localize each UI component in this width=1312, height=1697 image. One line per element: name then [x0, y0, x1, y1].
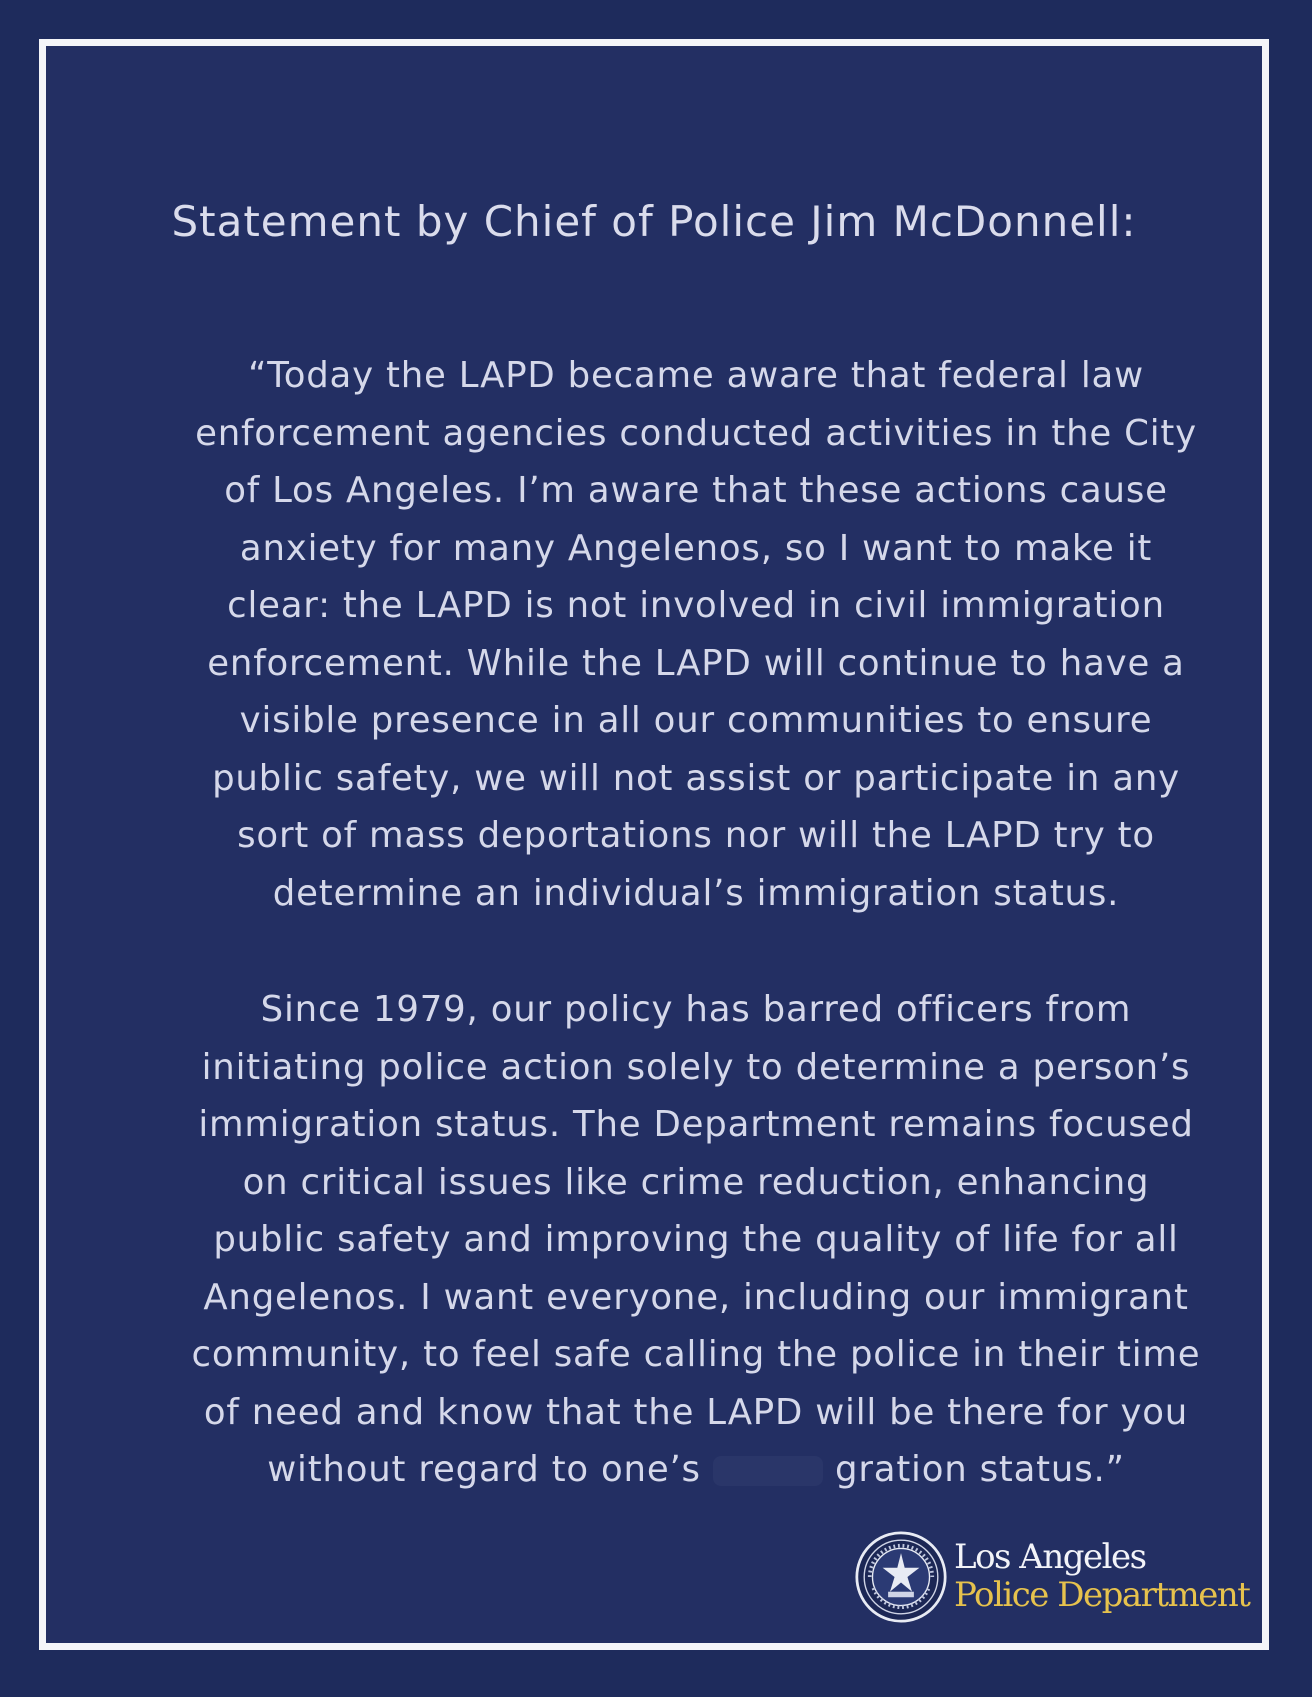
paragraph-line: initiating police action solely to determine a person’s: [201, 1046, 1191, 1088]
paragraph-last-line: [156, 1441, 1236, 1499]
paragraph-line: visible presence in all our communities to ensure: [239, 700, 1153, 741]
lapd-seal-icon: [855, 1531, 947, 1623]
paragraph-line: Since 1979, our policy has barred officers from: [260, 989, 1132, 1030]
statement-paragraph-2: [156, 981, 1236, 1499]
paragraph-line: sort of mass deportations nor will the LAPD try to: [237, 815, 1155, 856]
logo-line-police-department: Police Department: [954, 1575, 1250, 1615]
paragraph-line: “Today the LAPD became aware that federal law: [248, 355, 1144, 396]
paragraph-line: anxiety for many Angelenos, so I want to make it: [239, 527, 1153, 569]
paragraph-line: determine an individual’s immigration status.: [272, 872, 1120, 914]
statement-paragraph-1: [156, 347, 1236, 922]
paragraph-line: public safety and improving the quality of life for all: [213, 1219, 1179, 1260]
paragraph-line: Angelenos. I want everyone, including our immigrant: [203, 1276, 1189, 1318]
paragraph-line: public safety, we will not assist or participate in any: [212, 757, 1180, 799]
paragraph-line: immigration status. The Department remains focused: [198, 1104, 1194, 1145]
paragraph-line: community, to feel safe calling the police in their time: [191, 1334, 1201, 1375]
lapd-wordmark: [954, 1538, 1249, 1614]
logo-line-los-angeles: Los Angeles: [954, 1537, 1146, 1577]
paragraph-line: clear: the LAPD is not involved in civil immigration: [227, 585, 1165, 626]
obscured-text-smudge: [713, 1456, 823, 1486]
last-line-end: gration status.”: [835, 1449, 1125, 1490]
lapd-logo: [855, 1528, 1250, 1624]
paragraph-line: of Los Angeles. I’m aware that these actions cause: [224, 470, 1168, 511]
paragraph-line: enforcement. While the LAPD will continue to have a: [207, 642, 1185, 684]
paragraph-line: enforcement agencies conducted activities in the City: [195, 412, 1197, 454]
paragraph-line: of need and know that the LAPD will be there for you: [203, 1391, 1189, 1433]
statement-title: Statement by Chief of Police Jim McDonnell:: [171, 197, 1137, 246]
statement-frame: [39, 39, 1269, 1650]
last-line-start: without regard to one’s: [267, 1449, 701, 1490]
paragraph-line: on critical issues like crime reduction, enhancing: [242, 1161, 1150, 1203]
